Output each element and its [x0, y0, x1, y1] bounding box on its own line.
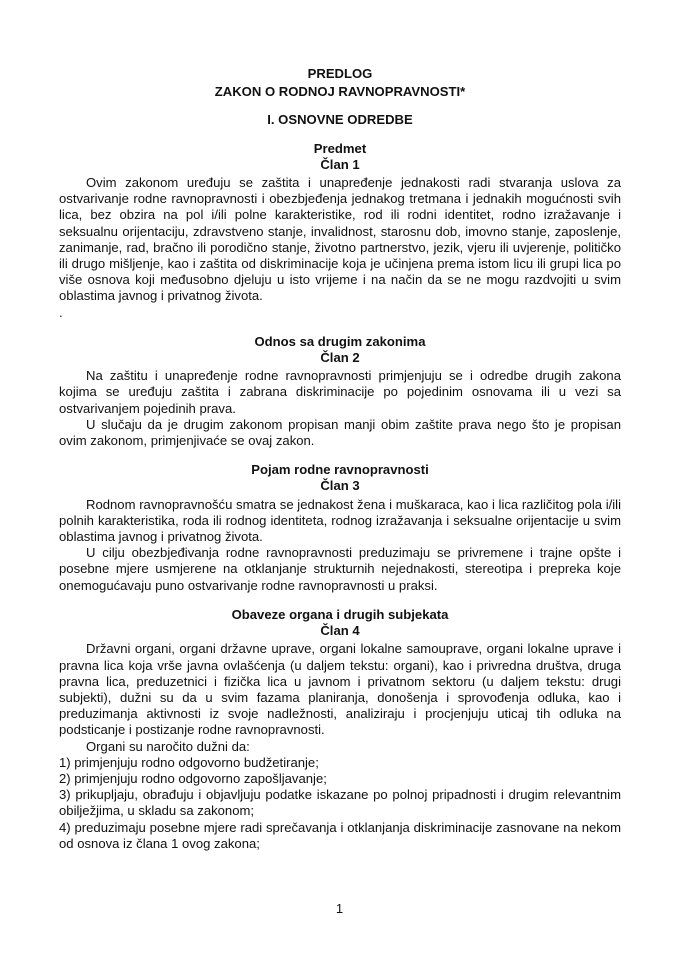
article-number: Član 4: [320, 623, 360, 639]
page-number: 1: [335, 901, 344, 916]
document-label: PREDLOG: [307, 66, 373, 81]
paragraph: Rodnom ravnopravnošću smatra se jednakost žena i muškaraca, kao i lica različitog pola i/ili polnih karakteristika, roda ili rodnog identiteta, rodnog izražavanja i seksualne orijentacije u svim oblastima javnog i privatnog života.: [59, 496, 621, 545]
paragraph: Ovim zakonom uređuju se zaštita i unapređenje jednakosti radi stvaranja uslova za ostvarivanje rodne ravnopravnosti i obezbjeđenja jednakog tretmana i jednakih mogućnosti svih lica, bez obzira na pol i/ili polne karakteristike, rod ili rodni identitet, rodno izražavanje i seksualnu orijentaciju, zdravstveno stanje, invalidnost, starosnu dob, imovno stanje, zaposlenje, zanimanje, rad, bračno ili porodično stanje, životno partnerstvo, jezik, vjeru ili uvjerenje, političko ili drugo mišljenje, kao i zaštita od diskriminacije koja je učinjena prema istom licu ili grupi lica po više osnova koji međusobno djeluju u isto vrijeme i na način da se ne mogu razdvojiti u svim oblastima javnog i privatnog života.: [59, 175, 621, 304]
list-item: 2) primjenjuju rodno odgovorno zapošljavanje;: [59, 770, 327, 786]
section-spacer: [59, 449, 621, 462]
list-item: 3) prikupljaju, obrađuju i objavljuju podatke iskazane po polnoj pripadnosti i drugim relevantnim obilježjima, u skladu sa zakonom;: [59, 787, 621, 819]
list-item: 4) preduzimaju posebne mjere radi sprečavanja i otklanjanja diskriminacije zasnovane na nekom od osnova iz člana 1 ovog zakona;: [59, 819, 621, 851]
paragraph: U slučaju da je drugim zakonom propisan manji obim zaštite prava nego što je propisan ovim zakonom, primjenjivaće se ovaj zakon.: [59, 416, 621, 449]
section-heading: Pojam rodne ravnopravnosti: [251, 462, 429, 478]
article-number: Član 3: [320, 478, 360, 494]
section-obaveze: [59, 607, 621, 852]
paragraph: Državni organi, organi državne uprave, organi lokalne samouprave, organi lokalne uprave i pravna lica koja vrše javna ovlašćenja (u daljem tekstu: organi), kao i privredna društva, druga pravna lica, preduzetnici i fizička lica u javnom i privatnom sektoru (u daljem tekstu: drugi subjekti), dužni su da u svim fazama planiranja, donošenja i sprovođenja odluka, kao i preduzimanja aktivnosti iz svoje nadležnosti, analiziraju i procjenjuju uticaj tih odluka na podsticanje i postizanje rodne ravnopravnosti.: [59, 641, 621, 738]
section-heading: Obaveze organa i drugih subjekata: [231, 606, 449, 622]
paragraph: Na zaštitu i unapređenje rodne ravnopravnosti primjenjuju se i odredbe drugih zakona kojima se uređuju zaštita i zabrana diskriminacije po pojedinim osnovama ili u vezi sa ostvarivanjem pojedinih prava.: [59, 368, 621, 416]
section-predmet: [59, 141, 621, 321]
chapter-heading: I. OSNOVNE ODREDBE: [267, 112, 413, 128]
paragraph: U cilju obezbjeđivanja rodne ravnopravnosti preduzimaju se privremene i trajne opšte i posebne mjere usmjerene na otklanjanje strukturnih nejednakosti, stereotipa i prepreka koje onemogućavaju puno ostvarivanje rodne ravnopravnosti u praksi.: [59, 545, 621, 593]
section-odnos: [59, 334, 621, 462]
section-pojam: [59, 462, 621, 607]
article-number: Član 2: [320, 350, 360, 366]
section-spacer: [59, 594, 621, 607]
document-title: ZAKON O RODNOJ RAVNOPRAVNOSTI*: [214, 84, 466, 100]
article-number: Član 1: [320, 156, 360, 172]
document-body: [59, 66, 621, 852]
paragraph: Organi su naročito dužni da:: [86, 738, 250, 754]
section-heading: Predmet: [313, 140, 367, 156]
list-item: 1) primjenjuju rodno odgovorno budžetiranje;: [59, 754, 319, 770]
stray-dot: .: [59, 304, 63, 320]
section-heading: Odnos sa drugim zakonima: [254, 333, 426, 349]
